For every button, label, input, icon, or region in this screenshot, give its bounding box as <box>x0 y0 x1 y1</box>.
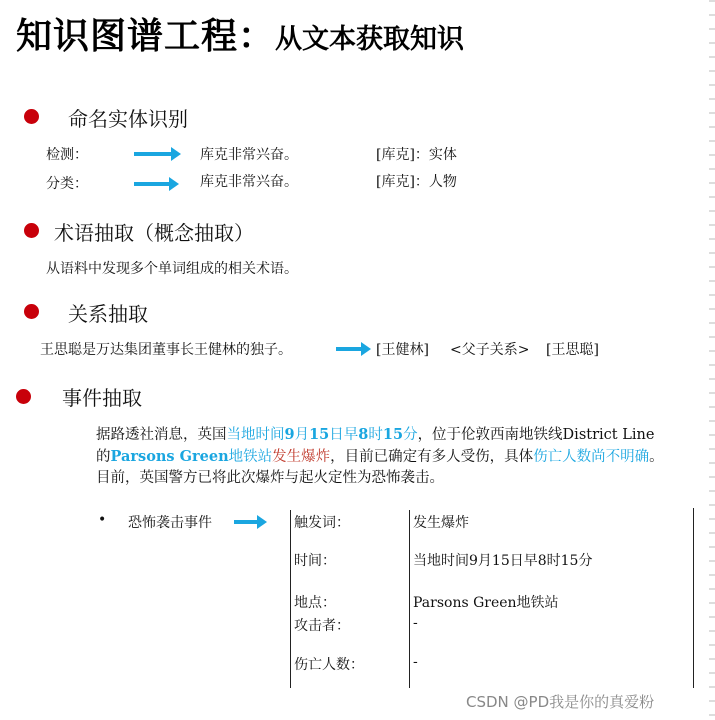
event-field-value: - <box>413 615 418 631</box>
relation-sentence: 王思聪是万达集团董事长王健林的独子。 <box>40 342 292 358</box>
ner-row-label: 检测： <box>46 147 88 163</box>
section-heading-ner: 命名实体识别 <box>68 107 188 131</box>
section-heading-relation: 关系抽取 <box>68 302 148 326</box>
term-description: 从语料中发现多个单词组成的相关术语。 <box>46 261 298 277</box>
ner-row-sentence: 库克非常兴奋。 <box>200 147 298 163</box>
arrow-icon <box>134 152 172 156</box>
arrow-icon <box>134 182 170 186</box>
event-field-key: 地点： <box>294 595 336 611</box>
event-field-key: 攻击者： <box>294 618 350 634</box>
bullet-dot <box>24 223 39 238</box>
event-type-label: 恐怖袭击事件 <box>128 515 212 531</box>
ner-row-label: 分类： <box>46 176 88 192</box>
relation-predicate: <父子关系> <box>450 342 530 358</box>
relation-object: [王思聪] <box>546 342 599 358</box>
section-heading-event: 事件抽取 <box>62 386 142 410</box>
event-field-key: 时间： <box>294 553 336 569</box>
section-heading-term: 术语抽取（概念抽取） <box>54 221 254 245</box>
arrow-icon <box>234 520 258 524</box>
bullet-dot <box>24 304 39 319</box>
title-sub: 从文本获取知识 <box>275 24 465 55</box>
page-title <box>16 8 464 59</box>
event-bullet: • <box>98 512 107 528</box>
bullet-dot <box>16 389 31 404</box>
watermark: CSDN @PD我是你的真爱粉 <box>466 693 655 711</box>
event-field-value: 当地时间9月15日早8时15分 <box>413 553 593 569</box>
event-field-key: 伤亡人数： <box>294 657 364 673</box>
arrow-icon <box>336 347 362 351</box>
table-divider-right <box>693 508 694 688</box>
relation-subject: [王健林] <box>376 342 429 358</box>
right-edge-dashes <box>709 0 715 720</box>
event-field-key: 触发词： <box>294 515 350 531</box>
ner-row-result: [库克]：实体 <box>376 147 457 163</box>
event-field-value: - <box>413 654 418 670</box>
title-main: 知识图谱工程： <box>16 16 276 57</box>
table-divider-left <box>290 510 291 688</box>
bullet-dot <box>24 109 39 124</box>
ner-row-sentence: 库克非常兴奋。 <box>200 174 298 190</box>
event-news-paragraph: 据路透社消息，英国当地时间9月15日早8时15分，位于伦敦西南地铁线District Line 的Parsons Green地铁站发生爆炸，目前已确定有多人受伤，具体伤亡人数尚不明确。 目前，英国警方已将此次爆炸与起火定性为恐怖袭击。 <box>96 426 664 486</box>
event-field-value: 发生爆炸 <box>413 515 469 531</box>
event-field-value: Parsons Green地铁站 <box>413 595 559 611</box>
table-divider-middle <box>409 510 410 688</box>
ner-row-result: [库克]：人物 <box>376 174 457 190</box>
